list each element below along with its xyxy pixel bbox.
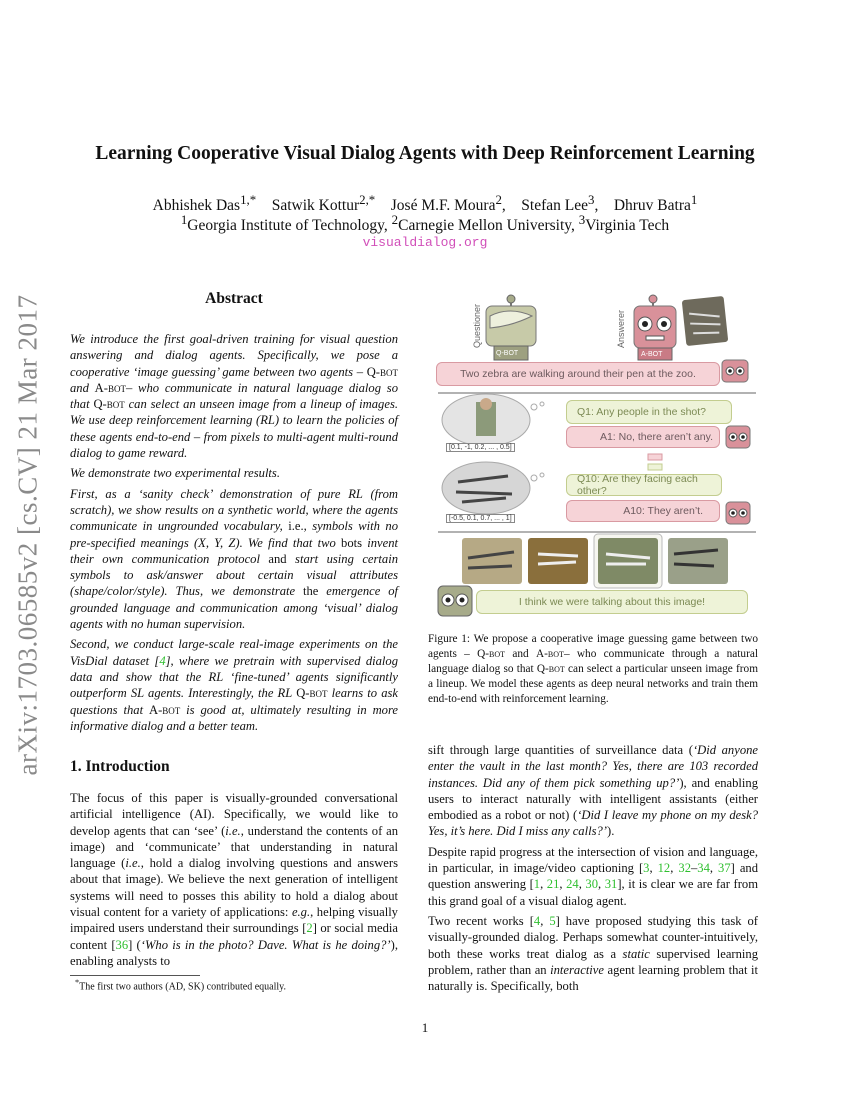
abstract-body: We introduce the first goal-driven training for visual question answering and dialog agents. Specifically, we pose a cooperative ‘image guessing’ game between two agents – Q-bot and A-bot– who communicate in natural language dialog so that Q-bot can select an unseen image from a lineup of images. We use deep reinforcement learning (RL) to learn the policies of these agents end-to-end – from pixels to multi-agent multi-round dialog to game reward. We demonstrate two experimental results. First, as a ‘sanity check’ demonstration of pure RL (from scratch), we show results on a synthetic world, where the agents communicate in ungrounded vocabulary, i.e., symbols with no pre-specified meanings (X, Y, Z). We find that two bots invent their own communication protocol and start using certain symbols to ask/answer about certain visual attributes (shape/color/style). Thus, we demonstrate the emergence of grounded language and communication among ‘visual’ dialog agents with no human supervision. Second, we conduct large-scale real-image experiments on the VisDial dataset [4], where we pretrain with supervised dialog data and show that the RL ‘fine-tuned’ agents significantly outperform SL agents. Interestingly, the RL Q-bot learns to ask questions that A-bot is good at, ultimately resulting in more informative dialog and a better team.	[70, 332, 399, 733]
abot-robot-small-icon-2	[726, 426, 750, 448]
footnote-rule	[70, 975, 200, 976]
figure-1	[434, 292, 760, 622]
lineup-image-4	[668, 538, 728, 584]
qbot-thought-cloud-2	[442, 462, 530, 514]
author-4: Stefan Lee	[521, 197, 588, 215]
lineup-image-2	[528, 538, 588, 584]
figure-graphics	[434, 292, 760, 622]
footnote: *The first two authors (AD, SK) contributed equally.	[75, 978, 286, 993]
author-1: Abhishek Das	[152, 197, 241, 215]
arxiv-stamp: arXiv:1703.06585v2 [cs.CV] 21 Mar 2017	[12, 294, 43, 776]
author-5: Dhruv Batra	[613, 197, 691, 215]
qbot-question-1-bubble: Q1: Any people in the shot?	[566, 400, 732, 424]
abot-image	[682, 296, 729, 346]
author-3: José M.F. Moura	[390, 197, 496, 215]
author-list: Abhishek Das$^{1,*}$ Satwik Kottur$^{2,*}$ José M.F. Moura$^2$, Stefan Lee$^3$, Dhruv Batra$^1$	[152, 192, 698, 215]
state-vector-10: [-0.5, 0.1, 0.7, ... , 1]	[446, 514, 515, 523]
abot-tag: A-BOT	[641, 351, 663, 358]
lineup-image-selected	[594, 534, 662, 588]
intro-paragraph: The focus of this paper is visually-grounded conversational artificial intelligence (AI). Specifically, we would like to develop agents that can ‘see’ (i.e., understand the contents of an image) and ‘communicate’ that understanding in natural language (i.e., hold a dialog involving questions and answers about that image). We believe the next generation of intelligent systems will need to posses this ability to hold a dialog about visual content for a variety of applications: e.g., helping visually impaired users understand their surroundings [2] or social media content [36] (‘Who is in the photo? Dave. What is he doing?’), enabling analysts to	[70, 791, 398, 968]
figure-1-caption: Figure 1: We propose a cooperative image guessing game between two agents – Q-bot and A-bot– who communicate through a natural language dialog so that Q-bot can select a particular unseen image from a lineup. We model these agents as deep neural networks and train them end-to-end with reinforcement learning.	[428, 633, 758, 705]
qbot-final-guess-bubble: I think we were talking about this image!	[476, 590, 748, 614]
affiliations: $^1$Georgia Institute of Technology, $^2$Carnegie Mellon University, $^3$Virginia Tech	[180, 212, 670, 235]
qbot-robot-small-icon	[438, 586, 472, 616]
abot-caption-bubble: Two zebra are walking around their pen at the zoo.	[436, 362, 720, 386]
lineup-image-1	[462, 538, 522, 584]
state-vector-1: [0.1, -1, 0.2, ... , 0.5]	[446, 443, 515, 452]
abot-robot-small-icon-3	[726, 502, 750, 524]
project-url-link[interactable]: visualdialog.org	[362, 235, 488, 250]
page-number: 1	[421, 1020, 429, 1035]
section-heading-introduction: 1. Introduction	[70, 758, 170, 775]
citation-link[interactable]: 4	[159, 653, 166, 668]
abot-robot-small-icon-1	[722, 360, 748, 382]
author-2: Satwik Kottur	[271, 197, 360, 215]
abstract-heading: Abstract	[205, 290, 263, 307]
qbot-tag: Q-BOT	[496, 350, 519, 357]
answerer-label: Answerer	[616, 309, 626, 348]
right-column-text: sift through large quantities of surveillance data (‘Did anyone enter the vault in the last month? Yes, there are 103 recorded instances. Did any of them pick something up?’), and enabling users to interact naturally with intelligent assistants (either embodied as a robot or not) (‘Did I leave my phone on my desk? Yes, it’s here. Did I miss any calls?’). Despite rapid progress at the intersection of vision and language, in particular, in image/video captioning [3, 12, 32–34, 37] and question answering [1, 21, 24, 30, 31], it is clear we are far from this grand goal of a visual dialog agent. Two recent works [4, 5] have proposed studying this task of visually-grounded dialog. Perhaps somewhat counter-intuitively, both these works treat dialog as a static supervised learning problem, rather than an interactive agent learning problem that it naturally is. Specifically, both	[428, 743, 759, 994]
qbot-question-10-bubble: Q10: Are they facing each other?	[566, 474, 722, 496]
paper-title: Learning Cooperative Visual Dialog Agents with Deep Reinforcement Learning	[95, 143, 755, 164]
abot-answer-10-bubble: A10: They aren’t.	[566, 500, 720, 522]
questioner-label: Questioner	[472, 303, 482, 348]
abot-answer-1-bubble: A1: No, there aren’t any.	[566, 426, 720, 448]
